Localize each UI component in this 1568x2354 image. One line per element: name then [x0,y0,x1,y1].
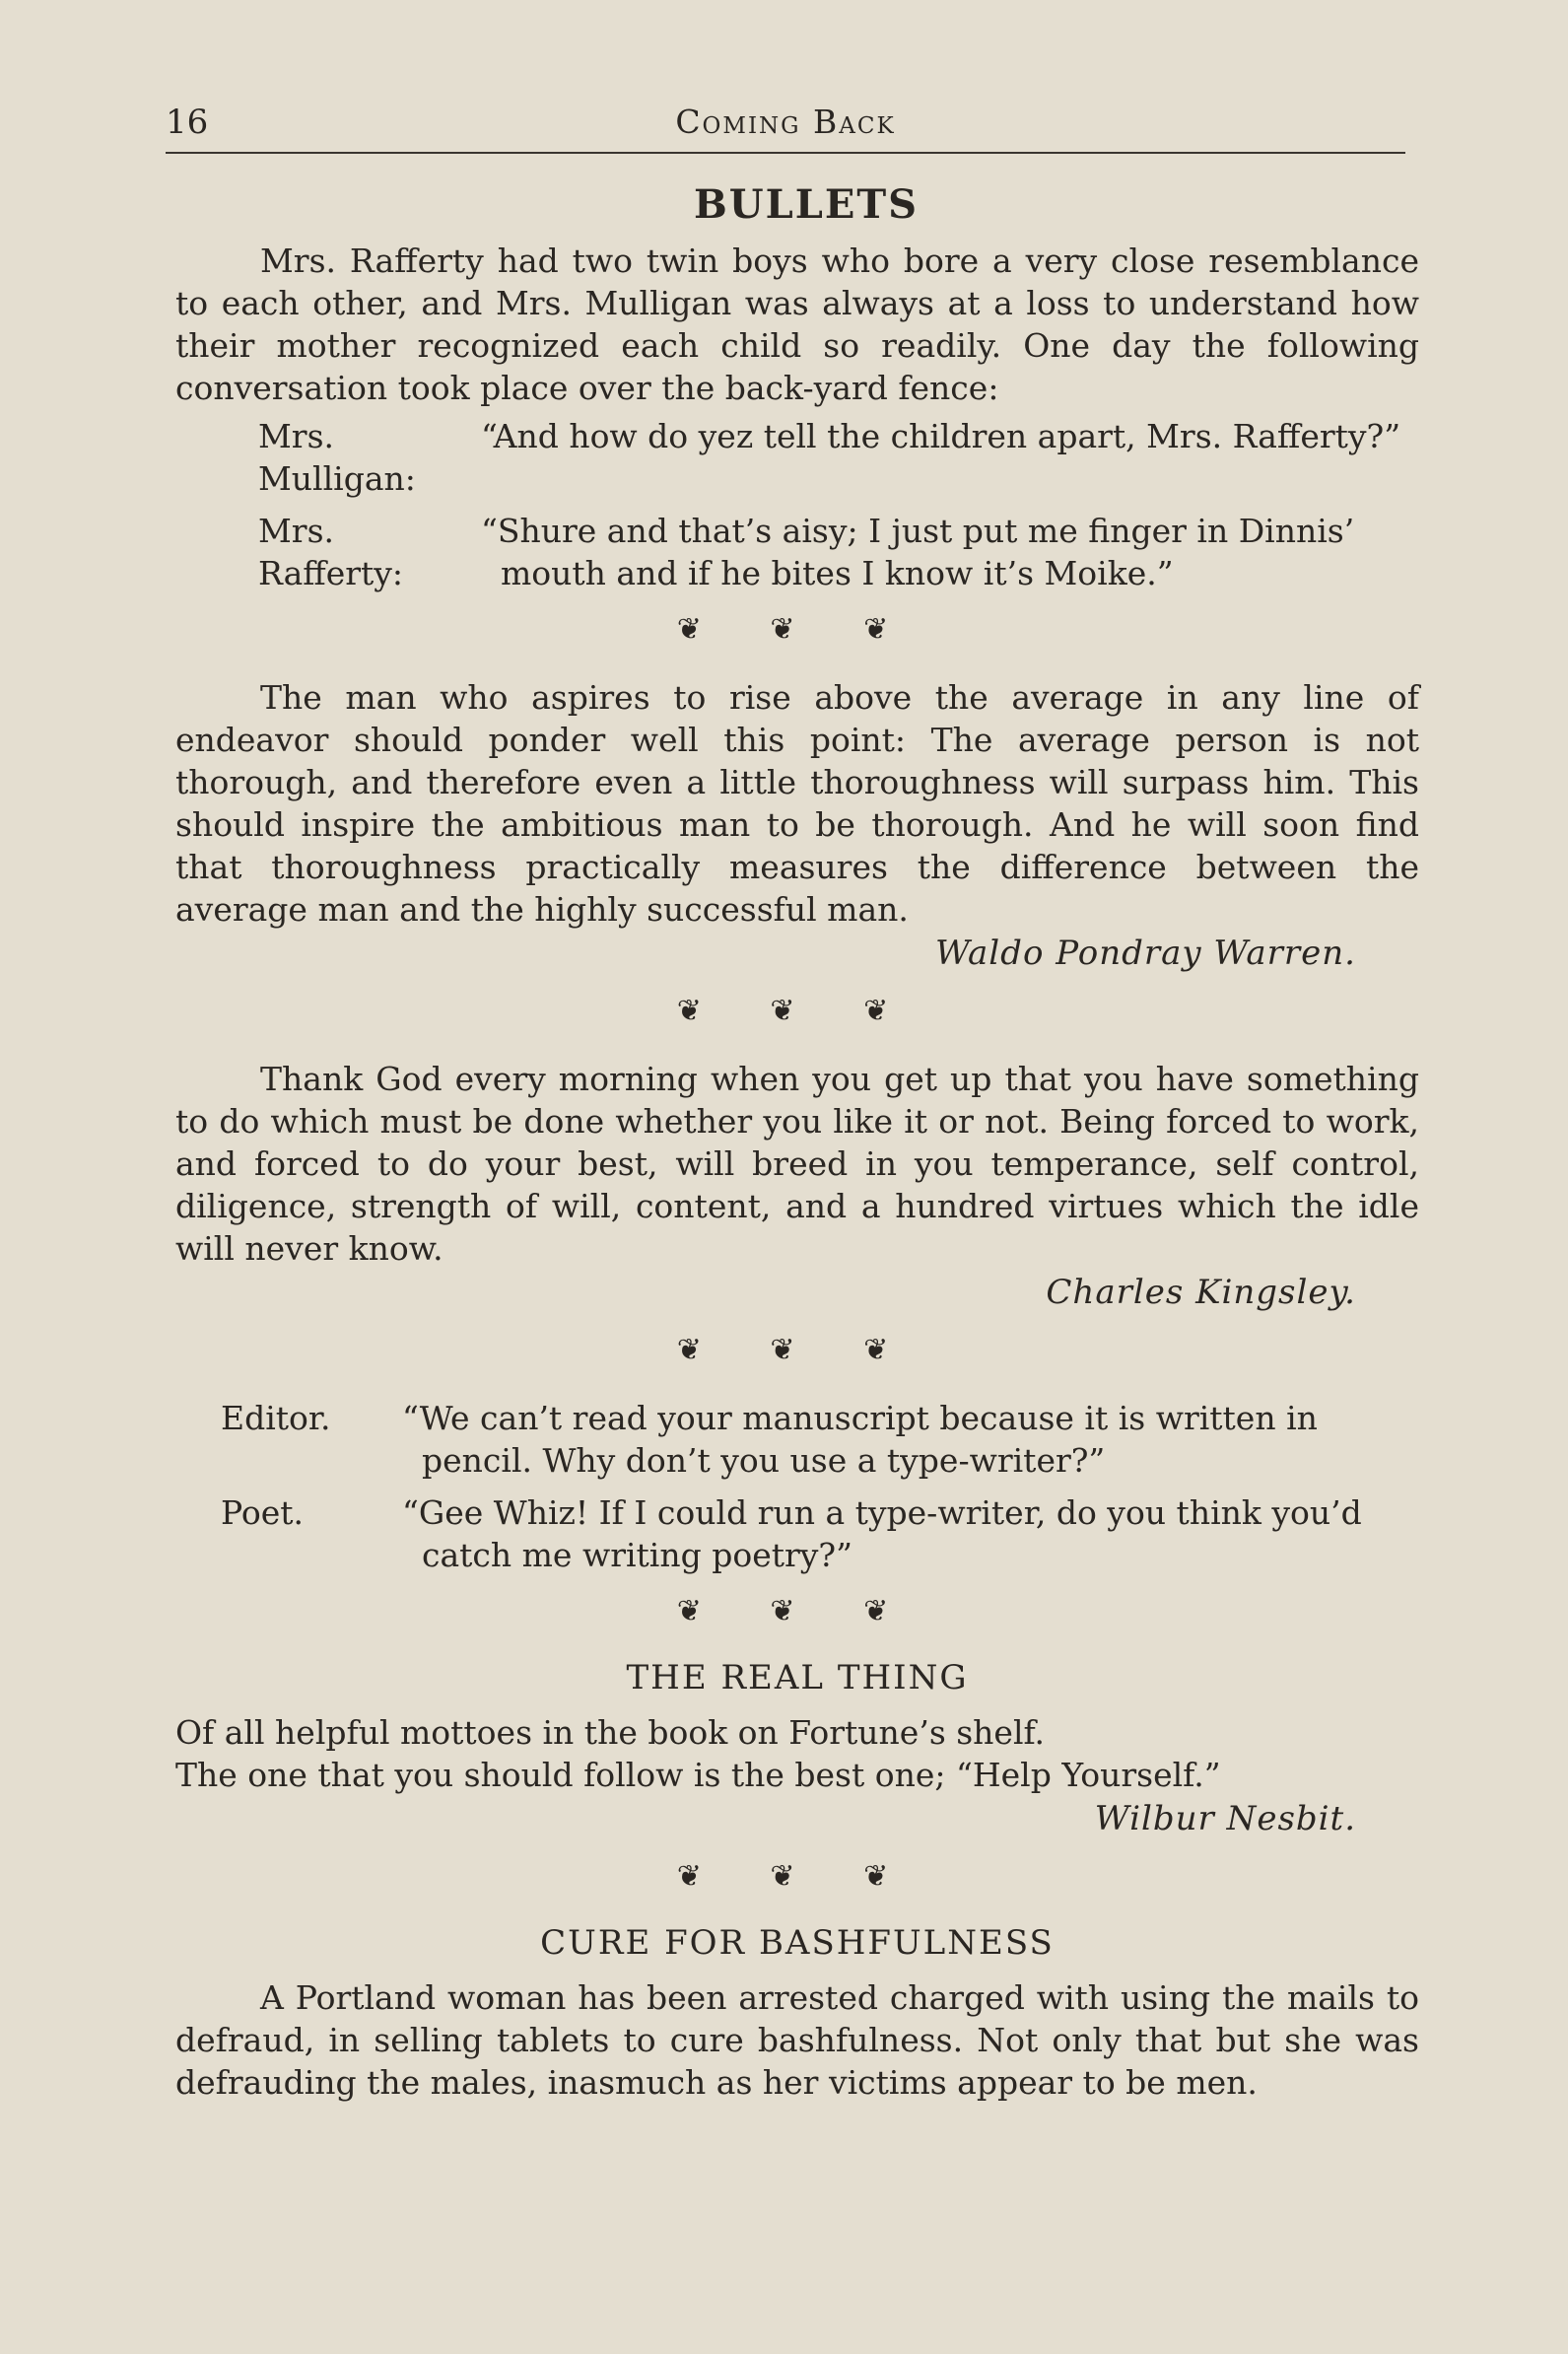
dialogue-speaker: Poet. [221,1493,305,1532]
dialogue-line: “And how do yez tell the children apart, Mrs. Rafferty?” [481,417,1401,455]
dialogue-row [175,1491,1419,1576]
ornament-divider: ❦ ❦ ❦ [676,1859,919,1894]
bashfulness-paragraph: A Portland woman has been arrested charged with using the mails to defraud, in selling tablets to cure bashfulness. Not only that but she was defrauding the males, inasmuch as her victims appear to be men. [175,1978,1419,2102]
kingsley-attribution: Charles Kingsley. [1046,1273,1356,1312]
verse-line: The one that you should follow is the best one; “Help Yourself.” [175,1756,1221,1794]
dialogue-row [175,1397,1419,1482]
dialogue-speaker: Mrs. Rafferty: [258,512,404,592]
verse-line: Of all helpful mottoes in the book on Fortune’s shelf. [175,1713,1046,1752]
page-number: 16 [166,103,209,142]
page-content [175,181,1419,2104]
thoroughness-paragraph: The man who aspires to rise above the average in any line of endeavor should ponder well this point: The average person is not thorough, and therefore even a little thoroughness will surpass him. This should inspire the ambitious man to be thorough. And he will soon find that thoroughness practically measures the difference between the average man and the highly successful man. [175,678,1419,929]
bullets-title: BULLETS [693,181,920,228]
ornament-divider: ❦ ❦ ❦ [676,612,919,647]
kingsley-paragraph: Thank God every morning when you get up that you have something to do which must be done whether you like it or not. Being forced to work, and forced to do your best, will breed in you temperance, self control, diligence, strength of will, content, and a hundred virtues which the idle will never know. [175,1060,1419,1268]
dialogue-speaker: Mrs. Mulligan: [258,417,416,498]
header-rule [166,152,1405,154]
ornament-divider: ❦ ❦ ❦ [676,994,919,1028]
dialogue-row [175,415,1419,500]
page-header [166,103,1405,152]
dialogue-row [175,510,1419,594]
real-thing-title: THE REAL THING [626,1658,969,1697]
dialogue-line: “Shure and that’s aisy; I just put me finger in Dinnis’ mouth and if he bites I know it’s Moike.” [481,512,1355,592]
editor-poet-dialogue [175,1397,1419,1576]
real-thing-attribution: Wilbur Nesbit. [1094,1799,1356,1838]
running-title: Coming Back [675,103,896,141]
dialogue-line: “We can’t read your manuscript because it is written in pencil. Why don’t you use a type-writer?” [402,1399,1318,1480]
bullets-dialogue [175,415,1419,594]
dialogue-line: “Gee Whiz! If I could run a type-writer, do you think you’d catch me writing poetry?” [402,1493,1362,1574]
real-thing-verse [175,1711,1419,1796]
ornament-divider: ❦ ❦ ❦ [676,1594,919,1628]
dialogue-speaker: Editor. [221,1399,331,1437]
ornament-divider: ❦ ❦ ❦ [676,1333,919,1367]
thoroughness-attribution: Waldo Pondray Warren. [935,934,1356,973]
bullets-intro: Mrs. Rafferty had two twin boys who bore a very close resemblance to each other, and Mrs. Mulligan was always at a loss to understand how their mother recognized each child so readily. One day the following conversation took place over the back-yard fence: [175,242,1419,407]
bashfulness-title: CURE FOR BASHFULNESS [540,1923,1055,1963]
